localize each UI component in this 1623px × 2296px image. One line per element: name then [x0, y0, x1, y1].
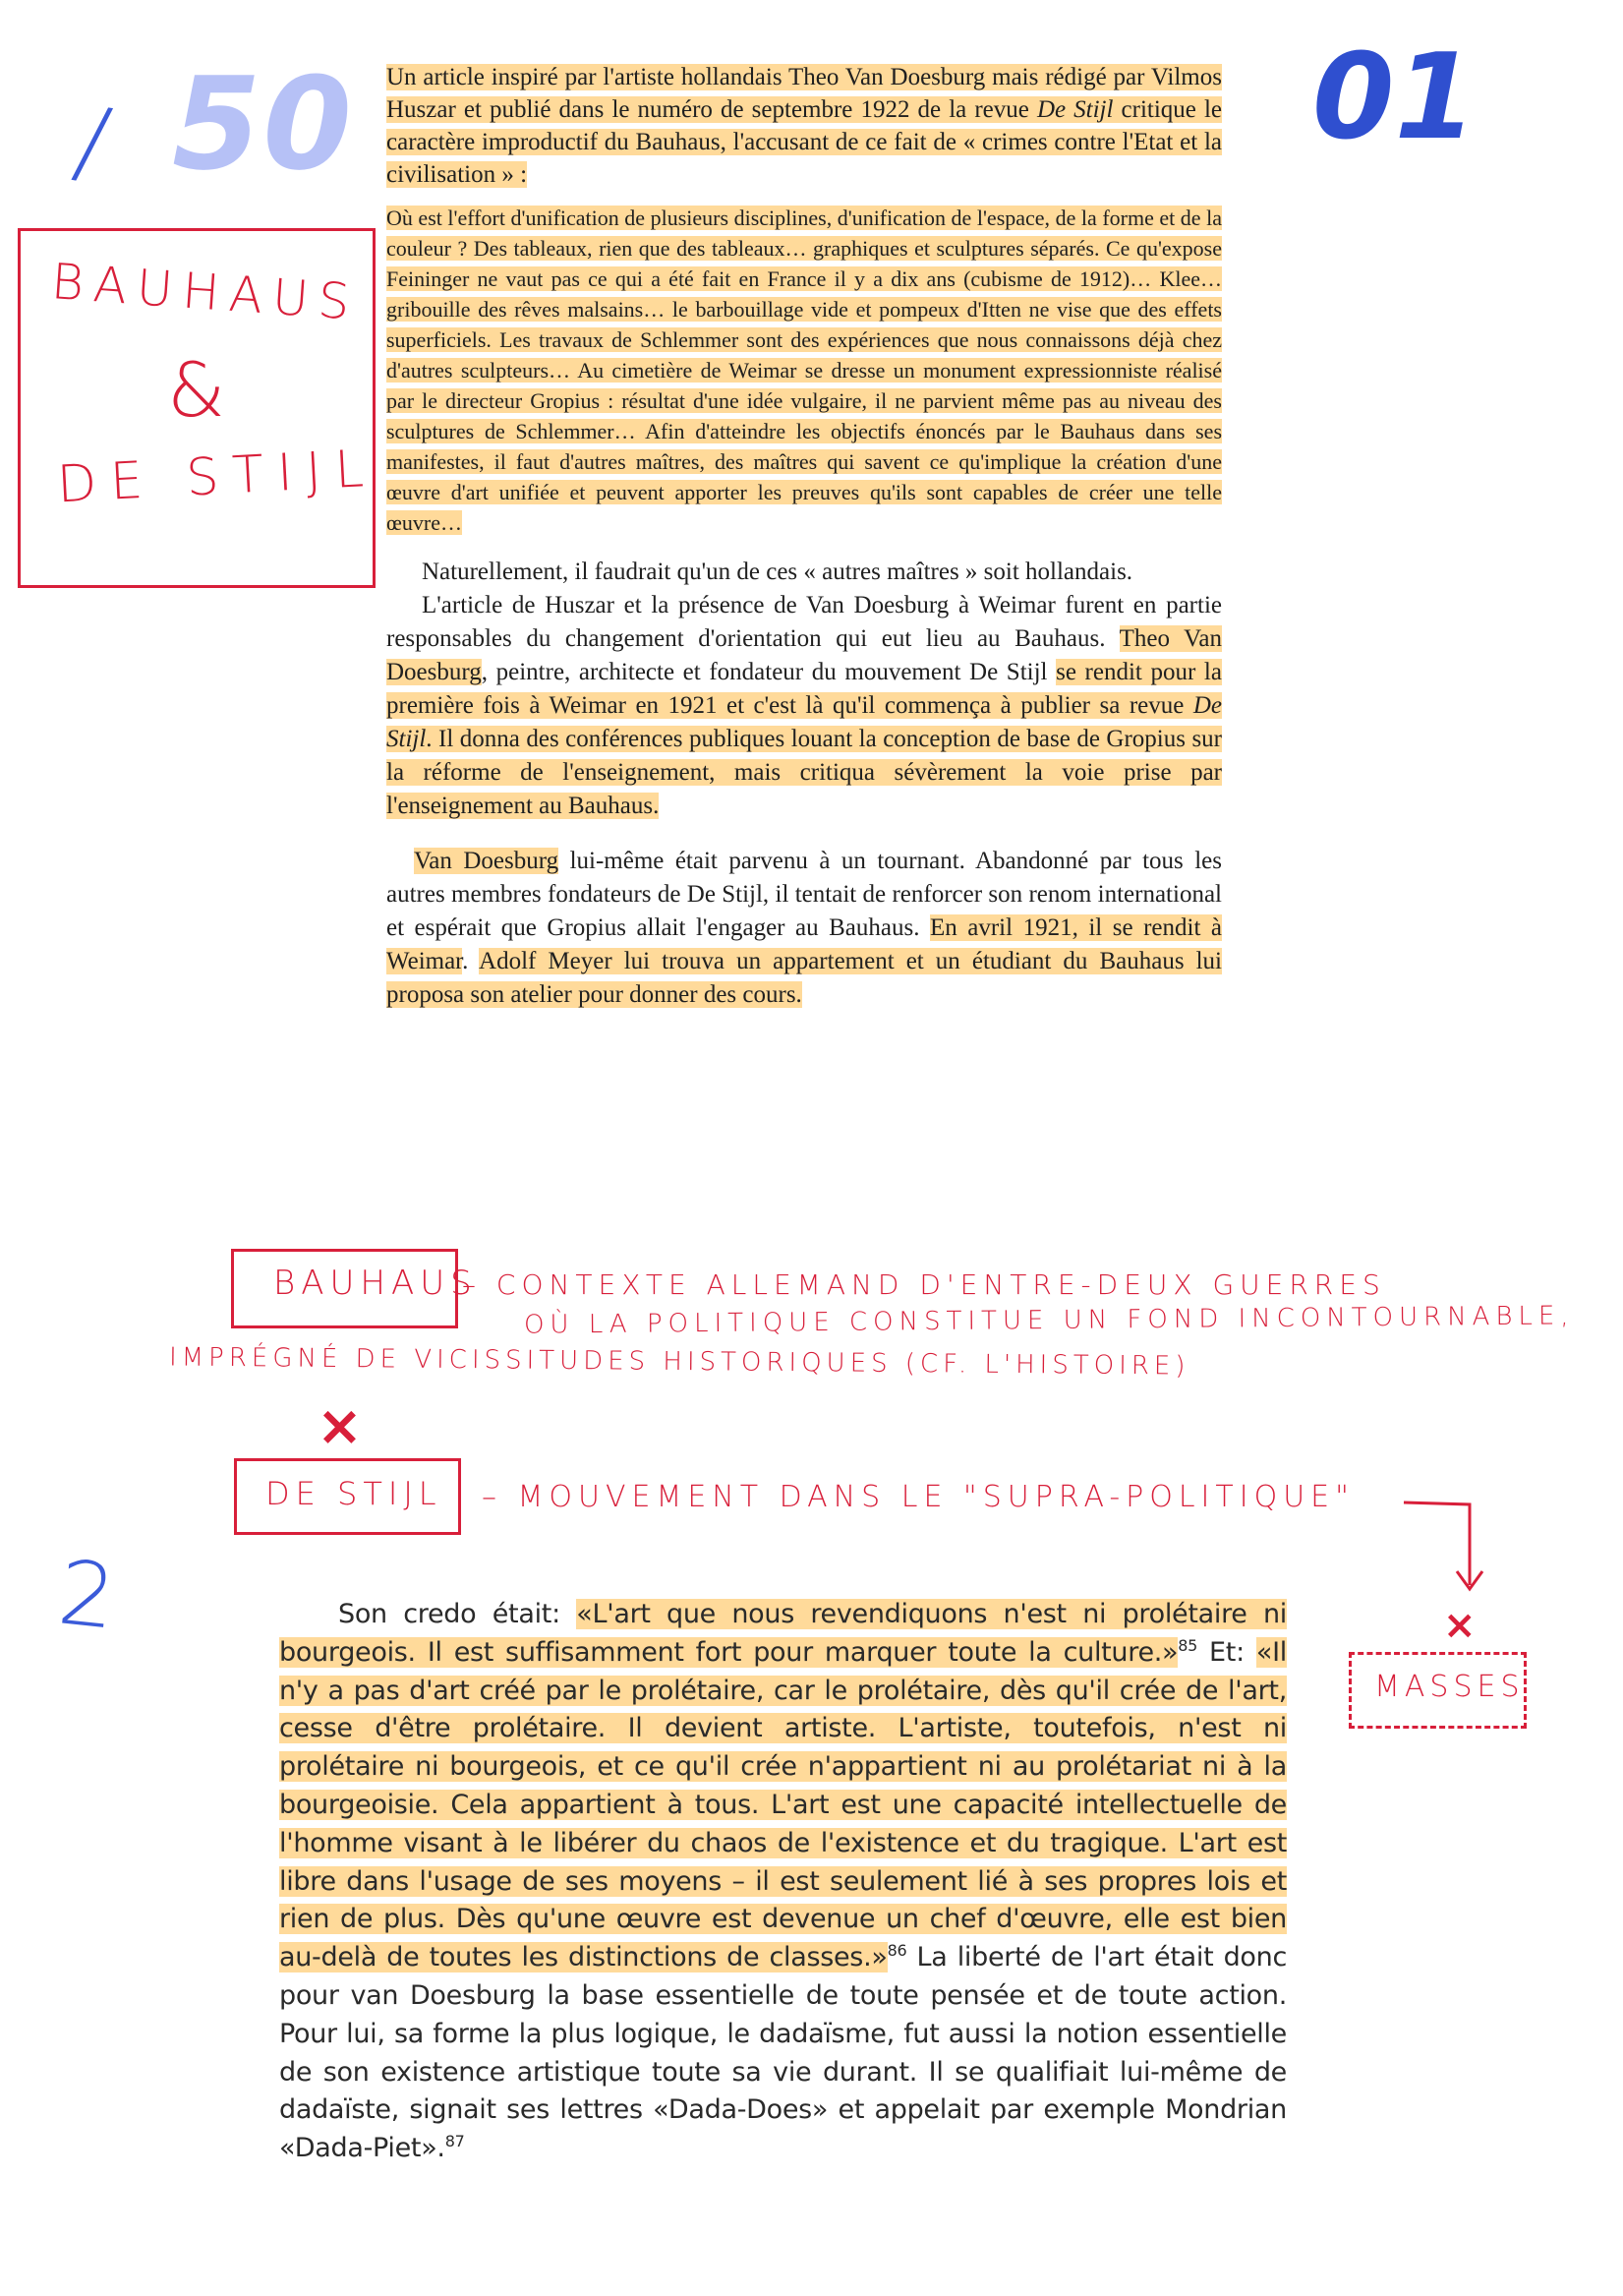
huszar-quote: Où est l'effort d'unification de plusieurs disciplines, d'unification de l'espace, de la forme et de la couleur ? Des tableaux, rien que des tableaux… graphiques et sculptures séparés. Ce qu'expose Feininger ne vaut pas ce qui a été fait en France il y a dix ans (cubisme de 1912)… Klee… gribouille des rêves malsains… le barbouillage vide et pompeux d'Itten ne vise que des effets superficiels. Les travaux de Schlemmer sont des expériences que nous connaissons déjà chez d'autres sculpteurs… Au cimetière de Weimar se dresse un monument expressionniste réalisé par le directeur Gropius : résultat d'une idée vulgaire, il ne parvient même pas au niveau des sculptures de Schlemmer… Afin d'atteindre les objectifs énoncés par le Bauhaus dans ses manifestes, il faut d'autres maîtres, des maîtres qui savent ce qu'implique la création d'une œuvre d'art unifiée et peuvent apporter les preuves qu'ils sont capables de créer une telle œuvre… — [386, 206, 1222, 535]
title-box-line-3: DE STIJL — [55, 439, 379, 515]
destijl-note: – MOUVEMENT DANS LE "SUPRA-POLITIQUE" — [482, 1480, 1355, 1514]
cross-mark-1: × — [317, 1394, 363, 1458]
cross-mark-2: × — [1443, 1603, 1477, 1648]
credo-paragraph: Son credo était: «L'art que nous revendiquons n'est ni prolétaire ni bourgeois. Il est suffisamment fort pour marquer toute la culture.»$^{85}$ Et: «Il n'y a pas d'art créé par le prolétaire, car le prolétaire, dès qu'il crée de l'art, cesse d'être prolétaire. Il devient artiste. L'artiste, toutefois, n'est ni prolétaire ni bourgeois, et ce qu'il crée n'appartient ni au prolétariat ni à la bourgeoisie. Cela appartient à tous. L'art est une capacité intellectuelle de l'homme visant à le libérer du chaos de l'existence et du tragique. L'art est libre dans l'usage de ses moyens – il est seulement lié à ses propres lois et rien de plus. Dès qu'une œuvre est devenue un chef d'œuvre, elle est bien au-delà de toutes les distinctions de classes.»$^{86}$ La liberté de l'art était donc pour van Doesburg la base essentielle de toute pensée et de toute action. Pour lui, sa forme la plus logique, le dadaïsme, fut aussi la notion essentielle de son existence artistique toute sa vie durant. Il se qualifiait lui-même de dadaïste, signait ses lettres «Dada-Does» et appelait par exemple Mondrian «Dada-Piet».$^{87}$ — [279, 1599, 1287, 2164]
paragraph-huszar-article: L'article de Huszar et la présence de Van Doesburg à Weimar furent en partie responsables du changement d'orientation qui eut lieu au Bauhaus. Theo Van Doesburg, peintre, architecte et fondateur du mouvement De Stijl se rendit pour la première fois à Weimar en 1921 et c'est là qu'il commença à publier sa revue De Stijl. Il donna des conférences publiques louant la conception de base de Gropius sur la réforme de l'enseignement, mais critiqua sévèrement la voie prise par l'enseignement au Bauhaus. — [386, 592, 1223, 819]
title-box-line-1: BAUHAUS — [49, 253, 362, 331]
title-box-line-2: & — [167, 346, 226, 434]
footnote-87: 87 — [444, 2132, 465, 2151]
bauhaus-note-line-2: OÙ LA POLITIQUE CONSTITUE UN FOND INCONTOURNABLE, — [523, 1301, 1575, 1340]
bauhaus-note-line-1: – CONTEXTE ALLEMAND D'ENTRE-DEUX GUERRES — [462, 1268, 1386, 1301]
clipping-top — [386, 61, 1222, 1012]
paragraph-hollandais: Naturellement, il faudrait qu'un de ces « autres maîtres » soit hollandais. — [422, 559, 1133, 585]
top-left-slash-mark: / — [67, 85, 118, 199]
footnote-85: 85 — [1178, 1635, 1198, 1655]
top-left-number-smudge: 50 — [172, 49, 354, 199]
annotation-arrow — [1396, 1495, 1514, 1603]
side-number-mark: 2 — [53, 1541, 121, 1650]
masses-label: MASSES — [1374, 1670, 1525, 1704]
bauhaus-label: BAUHAUS — [273, 1264, 478, 1303]
clipping-bottom — [279, 1596, 1287, 2168]
footnote-86: 86 — [887, 1941, 907, 1961]
top-right-number: 01 — [1312, 29, 1477, 166]
bauhaus-note-line-3: IMPRÉGNÉ DE VICISSITUDES HISTORIQUES (CF. L'HISTOIRE) — [168, 1342, 1190, 1382]
intro-paragraph: Un article inspiré par l'artiste hollandais Theo Van Doesburg mais rédigé par Vilmos Huszar et publié dans le numéro de septembre 1922 de la revue De Stijl critique le caractère improductif du Bauhaus, l'accusant de ce fait de « crimes contre l'Etat et la civilisation » : — [386, 64, 1222, 188]
destijl-label: DE STIJL — [265, 1475, 442, 1512]
paragraph-van-doesburg: Van Doesburg lui-même était parvenu à un tournant. Abandonné par tous les autres membres fondateurs de De Stijl, il tentait de renforcer son renom international et espérait que Gropius allait l'engager au Bauhaus. En avril 1921, il se rendit à Weimar. Adolf Meyer lui trouva un appartement et un étudiant du Bauhaus lui proposa son atelier pour donner des cours. — [386, 848, 1222, 1008]
